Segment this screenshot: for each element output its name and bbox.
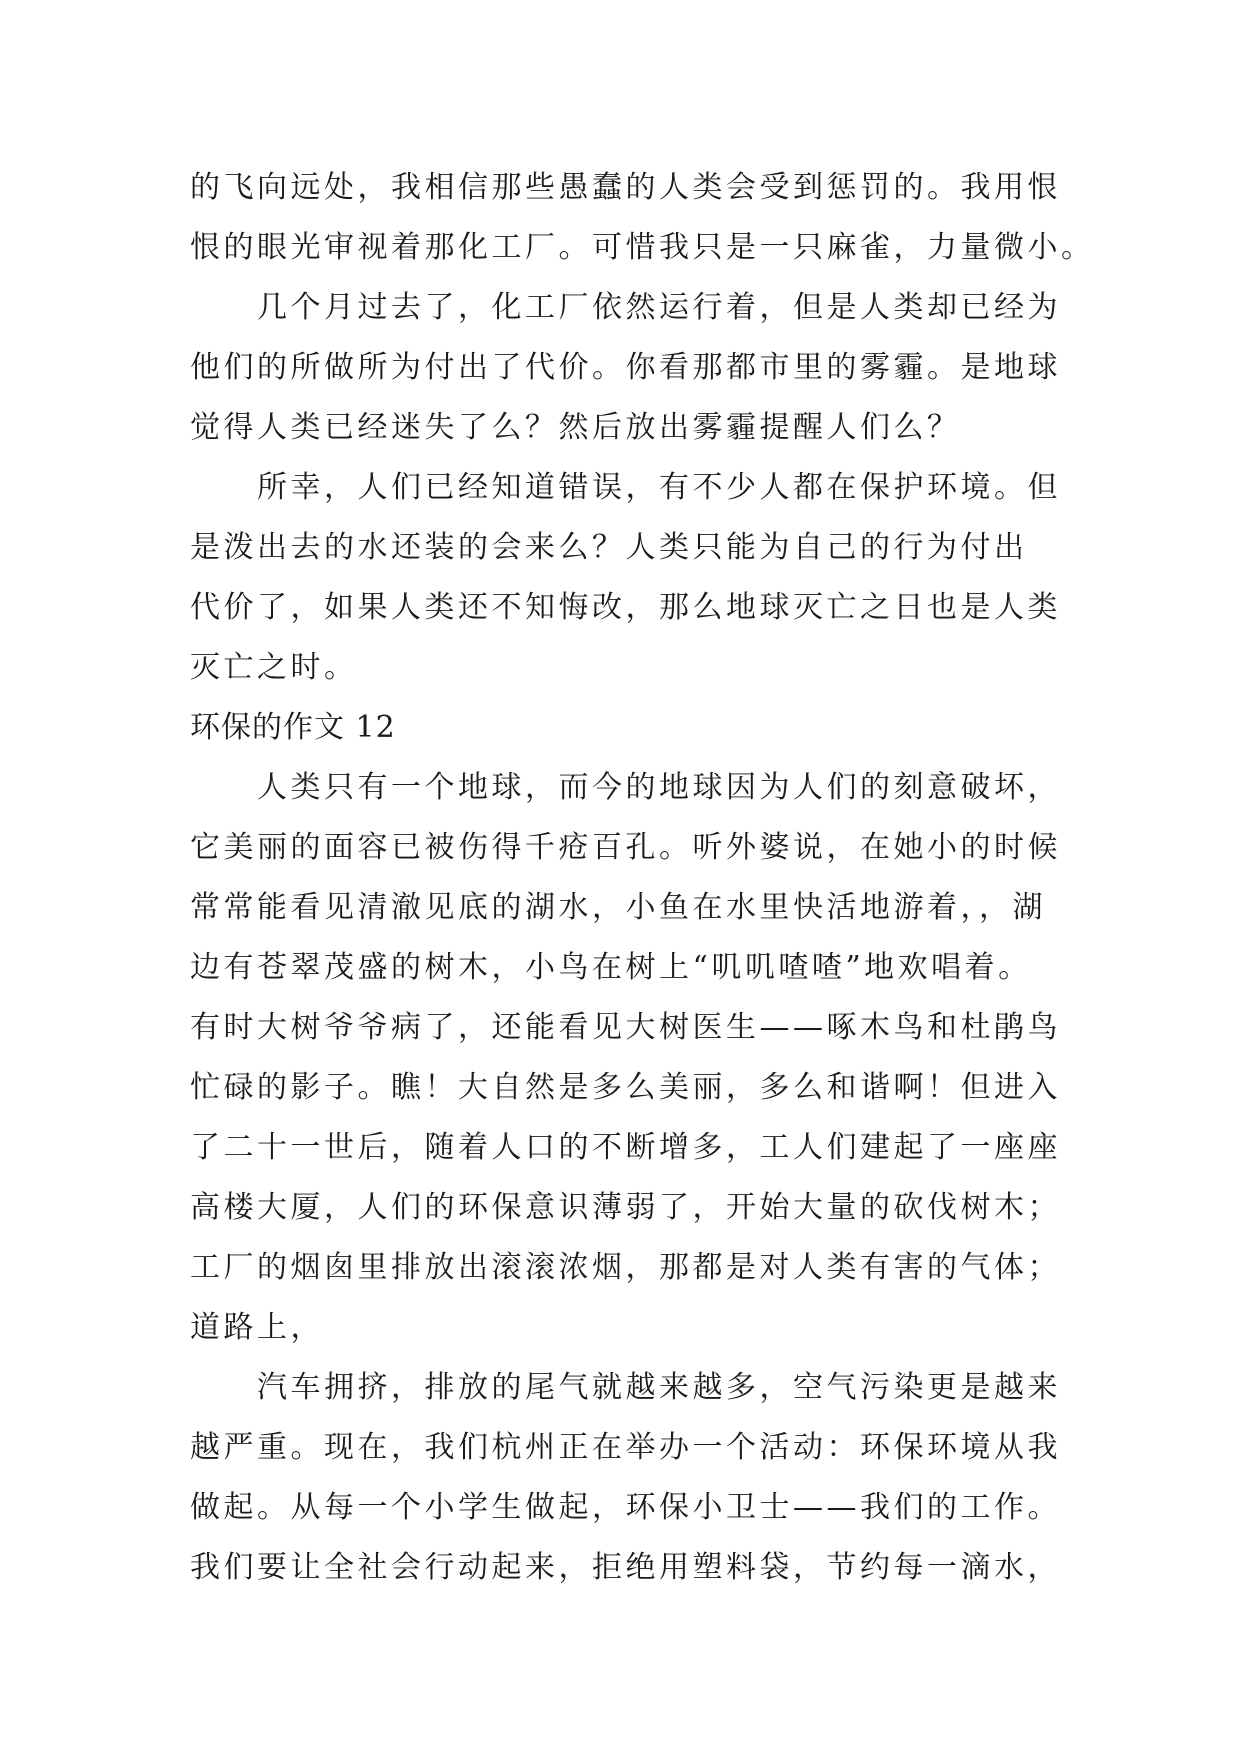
text-line: 边有苍翠茂盛的树木，小鸟在树上“叽叽喳喳”地欢唱着。 (190, 950, 1032, 985)
text-line: 工厂的烟囱里排放出滚滚浓烟，那都是对人类有害的气体； (190, 1250, 1061, 1285)
section-heading: 环保的作文 12 (190, 710, 396, 745)
text-line: 灭亡之时。 (190, 650, 358, 685)
text-line: 常常能看见清澈见底的湖水，小鱼在水里快活地游着，，湖 (190, 890, 1046, 925)
text-line: 的飞向远处，我相信那些愚蠢的人类会受到惩罚的。我用恨 (190, 170, 1061, 205)
paragraph-first-line: 汽车拥挤，排放的尾气就越来越多，空气污染更是越来 (257, 1370, 1061, 1405)
text-line: 高楼大厦，人们的环保意识薄弱了，开始大量的砍伐树木； (190, 1190, 1061, 1225)
text-line: 我们要让全社会行动起来，拒绝用塑料袋，节约每一滴水， (190, 1550, 1061, 1585)
document-body (190, 158, 1095, 1598)
text-line: 恨的眼光审视着那化工厂。可惜我只是一只麻雀，力量微小。 (190, 230, 1095, 265)
text-line: 越严重。现在，我们杭州正在举办一个活动：环保环境从我 (190, 1430, 1061, 1465)
text-line: 它美丽的面容已被伤得千疮百孔。听外婆说，在她小的时候 (190, 830, 1061, 865)
text-line: 是泼出去的水还装的会来么？人类只能为自己的行为付出 (190, 530, 1028, 565)
paragraph-first-line: 几个月过去了，化工厂依然运行着，但是人类却已经为 (257, 290, 1061, 325)
text-line: 代价了，如果人类还不知悔改，那么地球灭亡之日也是人类 (190, 590, 1061, 625)
paragraph-first-line: 所幸，人们已经知道错误，有不少人都在保护环境。但 (257, 470, 1061, 505)
text-line: 觉得人类已经迷失了么？然后放出雾霾提醒人们么？ (190, 410, 961, 445)
text-line: 道路上， (190, 1310, 324, 1345)
text-line: 忙碌的影子。瞧！大自然是多么美丽，多么和谐啊！但进入 (190, 1070, 1061, 1105)
text-line: 做起。从每一个小学生做起，环保小卫士——我们的工作。 (190, 1490, 1061, 1525)
text-line: 了二十一世后，随着人口的不断增多，工人们建起了一座座 (190, 1130, 1061, 1165)
text-line: 他们的所做所为付出了代价。你看那都市里的雾霾。是地球 (190, 350, 1061, 385)
paragraph-first-line: 人类只有一个地球，而今的地球因为人们的刻意破坏， (257, 770, 1061, 805)
text-line: 有时大树爷爷病了，还能看见大树医生——啄木鸟和杜鹃鸟 (190, 1010, 1061, 1045)
